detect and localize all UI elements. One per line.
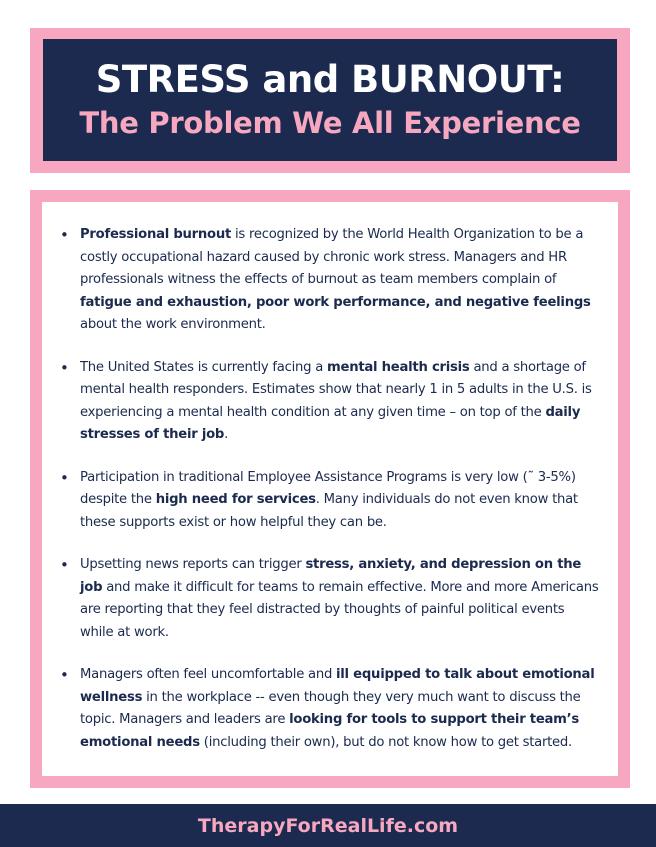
bullet-text: Upsetting news reports can trigger [80,557,306,572]
bullet-text: about the work environment. [80,317,266,332]
bullet-text: Participation in traditional Employee Assistance Programs is very low (˜ 3-5%) despite the [80,469,576,507]
bullet-text-bold: looking for tools to support their team’s emotional needs [80,712,580,750]
bullet-text: is recognized by the World Health Organization to be a costly occupational hazard caused by chronic work stress. Managers and HR professionals witness the effects of burnout as team members complain of [80,227,584,287]
page-subtitle: The Problem We All Experience [79,106,581,140]
bullet-text: The United States is currently facing a [80,359,328,375]
bullet-text-bold: stress, anxiety, and depression on the job [80,557,582,595]
bullet-item [60,467,600,535]
bullet-text: Managers often feel uncomfortable and [80,667,337,682]
website-link[interactable]: TherapyForRealLife.com [197,814,459,837]
bullet-text-bold: high need for services [155,492,316,507]
page-title: STRESS and BURNOUT: [95,58,565,101]
bullet-text-bold: mental health crisis [327,359,470,375]
bullet-text-bold: daily stresses of their job [80,404,581,442]
bullet-item [60,664,600,754]
footer-bar [0,804,656,847]
bullet-text: and make it difficult for teams to remain effective. More and more Americans are reporting that they feel distracted by thoughts of painful political events while at work. [80,579,599,640]
content-panel [42,202,618,776]
header-banner [43,39,617,161]
bullet-text-bold: Professional burnout [80,227,232,242]
bullet-text: and a shortage of mental health responders. Estimates show that nearly 1 in 5 adults in the U.S. is experiencing a mental health condition at any given time – on top of the [80,359,592,420]
bullet-item [60,554,600,644]
bullet-text-bold: fatigue and exhaustion, poor work performance, and negative feelings [80,294,591,310]
content-frame [30,190,630,788]
bullet-item [60,224,600,337]
bullet-item [60,357,600,447]
bullet-text: in the workplace -- even though they very much want to discuss the topic. Managers and leaders are [80,689,581,727]
bullet-text: . [224,427,229,442]
bullet-text: (including their own), but do not know how to get started. [199,734,572,750]
bullet-text-bold: ill equipped to talk about emotional wellness [80,667,595,705]
bullet-list [60,224,600,754]
bullet-text: . Many individuals do not even know that these supports exist or how helpful they can be. [80,492,578,530]
header-banner-frame [30,28,630,173]
